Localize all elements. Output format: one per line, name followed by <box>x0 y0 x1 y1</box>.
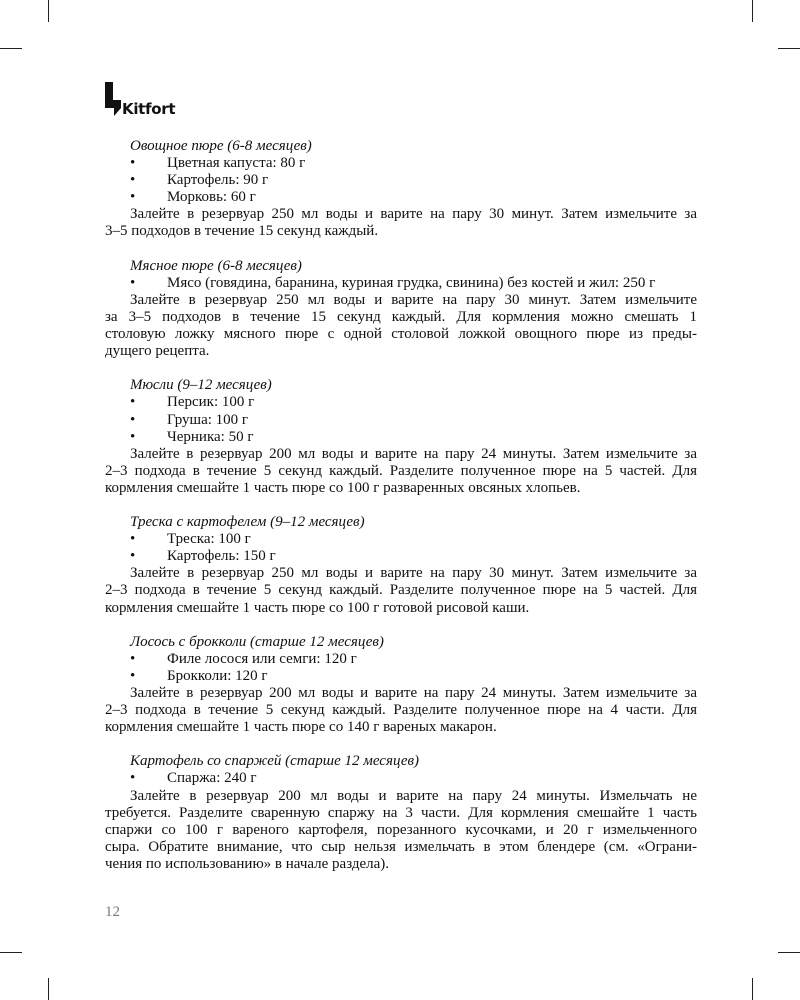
instruction-line: Залейте в резервуар 250 мл воды и варите на пару 30 минут. Затем измельчите <box>130 291 697 308</box>
crop-mark <box>0 952 22 953</box>
ingredient-item <box>105 172 697 189</box>
instruction-line: сыра. Обратите внимание, что сыр нельзя измельчать в этом блендере (см. «Ограни- <box>105 838 697 855</box>
instruction-line: 3–5 подходов в течение 15 секунд каждый. <box>105 223 379 240</box>
recipe-list <box>105 138 697 890</box>
ingredient-item <box>105 275 697 292</box>
bullet-icon: • <box>130 411 136 428</box>
recipe-title: Лосось с брокколи (старше 12 месяцев) <box>130 633 384 650</box>
crop-mark <box>48 0 49 22</box>
brand-logo <box>105 80 195 120</box>
recipe-title: Мюсли (9–12 месяцев) <box>130 377 272 394</box>
ingredient-text: Картофель: 150 г <box>167 548 276 565</box>
bullet-icon: • <box>130 667 136 684</box>
crop-mark <box>778 48 800 49</box>
instruction-line: Залейте в резервуар 250 мл воды и варите на пару 30 минут. Затем измельчите за <box>130 565 697 582</box>
ingredient-item <box>105 394 697 411</box>
ingredient-item <box>105 668 697 685</box>
ingredient-text: Цветная капуста: 80 г <box>167 155 306 172</box>
ingredient-item <box>105 770 697 787</box>
instruction-line: дущего рецепта. <box>105 343 210 360</box>
ingredient-item <box>105 189 697 206</box>
bullet-icon: • <box>130 770 136 787</box>
instruction-line: кормления смешайте 1 часть пюре со 140 г вареных макарон. <box>105 719 497 736</box>
bullet-icon: • <box>130 428 136 445</box>
recipe-section <box>105 634 697 737</box>
ingredient-text: Треска: 100 г <box>167 531 251 548</box>
recipe-section <box>105 138 697 241</box>
ingredient-item <box>105 531 697 548</box>
crop-mark <box>48 978 49 1000</box>
recipe-section <box>105 377 697 497</box>
ingredient-item <box>105 429 697 446</box>
ingredient-text: Брокколи: 120 г <box>167 667 268 684</box>
instruction-line: столовую ложку мясного пюре с одной столовой ложкой овощного пюре из преды- <box>105 326 697 343</box>
bullet-icon: • <box>130 531 136 548</box>
ingredient-item <box>105 548 697 565</box>
bullet-icon: • <box>130 155 136 172</box>
recipe-title: Картофель со спаржей (старше 12 месяцев) <box>130 753 419 770</box>
instruction-line: спаржи со 100 г вареного картофеля, порезанного кусочками, и 20 г измельченного <box>105 821 697 838</box>
bullet-icon: • <box>130 394 136 411</box>
bullet-icon: • <box>130 650 136 667</box>
instruction-line: Залейте в резервуар 200 мл воды и варите на пару 24 минуты. Измельчать не <box>130 787 697 804</box>
recipe-title: Мясное пюре (6-8 месяцев) <box>130 257 302 274</box>
ingredient-text: Груша: 100 г <box>167 411 249 428</box>
ingredient-text: Персик: 100 г <box>167 394 255 411</box>
brand-name: Kitfort <box>122 100 176 118</box>
instruction-line: кормления смешайте 1 часть пюре со 100 г готовой рисовой каши. <box>105 599 530 616</box>
recipe-section <box>105 258 697 361</box>
ingredient-text: Филе лосося или семги: 120 г <box>167 650 357 667</box>
ingredient-text: Мясо (говядина, баранина, куриная грудка, свинина) без костей и жил: 250 г <box>167 274 656 291</box>
logo-mark-icon <box>105 80 123 120</box>
instruction-line: 2–3 подхода в течение 5 секунд каждый. Разделите полученное пюре на 4 части. Для <box>105 702 697 719</box>
ingredient-text: Черника: 50 г <box>167 428 254 445</box>
recipe-title: Овощное пюре (6-8 месяцев) <box>130 138 312 154</box>
instruction-line: требуется. Разделите сваренную спаржу на 3 части. Для кормления смешайте 1 часть <box>105 804 697 821</box>
ingredient-item <box>105 651 697 668</box>
instruction-line: 2–3 подхода в течение 5 секунд каждый. Разделите полученное пюре на 5 частей. Для <box>105 462 697 479</box>
instruction-line: чения по использованию» в начале раздела). <box>105 855 390 872</box>
bullet-icon: • <box>130 274 136 291</box>
instruction-line: Залейте в резервуар 250 мл воды и варите на пару 30 минут. Затем измельчите за <box>130 206 697 223</box>
recipe-section <box>105 514 697 617</box>
ingredient-item <box>105 412 697 429</box>
crop-mark <box>752 978 753 1000</box>
instruction-line: Залейте в резервуар 200 мл воды и варите на пару 24 минуты. Затем измельчите за <box>130 445 697 462</box>
bullet-icon: • <box>130 189 136 206</box>
crop-mark <box>778 952 800 953</box>
ingredient-text: Морковь: 60 г <box>167 189 256 206</box>
recipe-title: Треска с картофелем (9–12 месяцев) <box>130 514 365 531</box>
instruction-line: за 3–5 подходов в течение 15 секунд каждый. Для кормления можно смешать 1 <box>105 308 697 325</box>
ingredient-item <box>105 155 697 172</box>
ingredient-text: Картофель: 90 г <box>167 172 269 189</box>
instruction-line: Залейте в резервуар 200 мл воды и варите на пару 24 минуты. Затем измельчите за <box>130 685 697 701</box>
crop-mark <box>752 0 753 22</box>
page-number: 12 <box>105 904 120 920</box>
bullet-icon: • <box>130 548 136 565</box>
instruction-line: 2–3 подхода в течение 5 секунд каждый. Разделите полученное пюре на 5 частей. Для <box>105 582 697 599</box>
recipe-section <box>105 753 697 873</box>
instruction-line: кормления смешайте 1 часть пюре со 100 г разваренных овсяных хлопьев. <box>105 479 581 496</box>
crop-mark <box>0 48 22 49</box>
bullet-icon: • <box>130 172 136 189</box>
ingredient-text: Спаржа: 240 г <box>167 770 257 787</box>
